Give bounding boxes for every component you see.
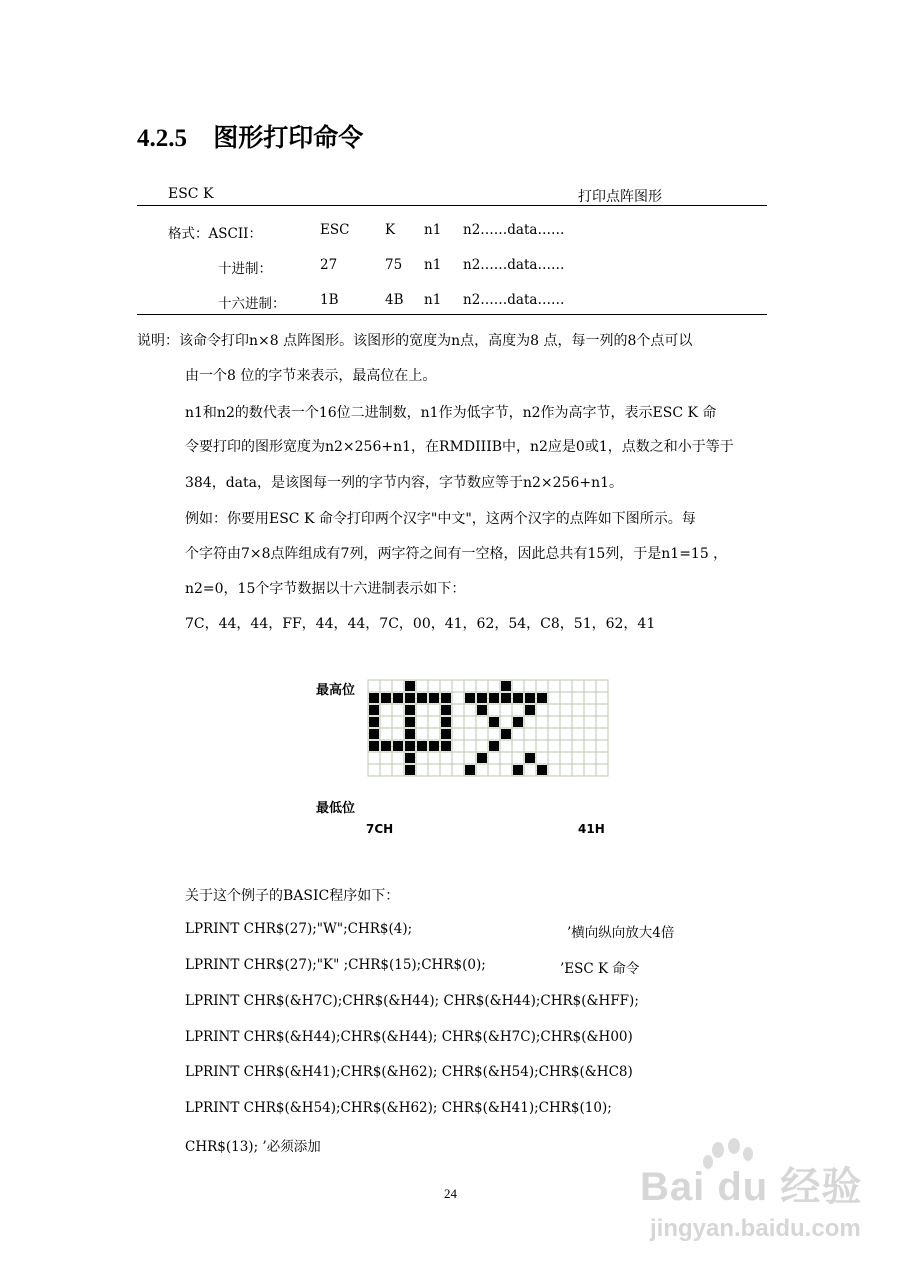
grid-cell xyxy=(464,740,476,752)
grid-cell xyxy=(500,752,512,764)
dot-on xyxy=(525,753,535,763)
dot-on xyxy=(429,693,439,703)
dot-on xyxy=(537,693,547,703)
grid-cell xyxy=(536,728,548,740)
grid-cell xyxy=(500,704,512,716)
grid-cell xyxy=(572,752,584,764)
grid-cell xyxy=(512,728,524,740)
grid-cell xyxy=(416,752,428,764)
grid-cell xyxy=(572,716,584,728)
format-cell: ESC xyxy=(320,222,350,238)
grid-cell xyxy=(584,692,596,704)
basic-comment: ’横向纵向放大4倍 xyxy=(567,925,675,941)
basic-code-line: CHR$(13); ’必须添加 xyxy=(185,1139,321,1155)
basic-code-line: LPRINT CHR$(27);"W";CHR$(4); xyxy=(185,921,413,937)
grid-cell xyxy=(368,764,380,776)
grid-cell xyxy=(572,680,584,692)
grid-cell xyxy=(452,740,464,752)
grid-cell xyxy=(524,764,536,776)
grid-cell xyxy=(440,680,452,692)
grid-cell xyxy=(452,716,464,728)
grid-cell xyxy=(560,716,572,728)
format-cell: n1 xyxy=(424,292,442,308)
basic-code-line: LPRINT CHR$(&H44);CHR$(&H44); CHR$(&H7C);CHR$(&H00) xyxy=(185,1029,633,1045)
description-line: 384，data，是该图每一列的字节内容，字节数应等于n2×256+n1。 xyxy=(185,475,624,491)
dot-on xyxy=(513,693,523,703)
grid-cell xyxy=(488,764,500,776)
grid-cell xyxy=(536,716,548,728)
grid-cell xyxy=(548,716,560,728)
grid-cell xyxy=(572,740,584,752)
grid-cell xyxy=(452,764,464,776)
grid-cell xyxy=(392,728,404,740)
description-line: 个字符由7×8点阵组成有7列，两字符之间有一空格，因此总共有15列，于是n1=15 ， xyxy=(185,546,728,562)
label-lsb: 最低位 xyxy=(316,801,356,816)
grid-cell xyxy=(392,704,404,716)
format-label: 格式：ASCII： xyxy=(168,226,262,242)
grid-cell xyxy=(548,752,560,764)
grid-cell xyxy=(584,704,596,716)
grid-cell xyxy=(428,728,440,740)
grid-cell xyxy=(380,704,392,716)
format-cell: n2……data…… xyxy=(463,292,565,308)
grid-cell xyxy=(560,692,572,704)
grid-cell xyxy=(464,680,476,692)
dot-matrix-figure xyxy=(300,670,620,840)
grid-cell xyxy=(500,716,512,728)
label-first-column: 7CH xyxy=(366,822,394,836)
dot-on xyxy=(525,693,535,703)
grid-cell xyxy=(560,704,572,716)
section-title: 图形打印命令 xyxy=(213,125,364,152)
dot-on xyxy=(441,717,451,727)
dot-on xyxy=(405,741,415,751)
command-description: 打印点阵图形 xyxy=(578,189,662,205)
dot-on xyxy=(417,741,427,751)
dot-on xyxy=(369,729,379,739)
label-last-column: 41H xyxy=(578,822,605,836)
dot-on xyxy=(477,705,487,715)
page-number: 24 xyxy=(444,1186,457,1201)
dot-on xyxy=(513,717,523,727)
grid-cell xyxy=(392,680,404,692)
dot-on xyxy=(489,741,499,751)
format-cell: 1B xyxy=(320,292,339,308)
grid-cell xyxy=(560,728,572,740)
basic-code-line: LPRINT CHR$(&H41);CHR$(&H62); CHR$(&H54);CHR$(&HC8) xyxy=(185,1064,633,1080)
format-cell: n2……data…… xyxy=(463,222,565,238)
grid-cell xyxy=(476,716,488,728)
watermark-logo: Bai du 经验 xyxy=(640,1165,863,1209)
description-line: 令要打印的图形宽度为n2×256+n1，在RMDIIIB中，n2应是0或1，点数之和小于等于 xyxy=(185,439,734,455)
dot-on xyxy=(441,705,451,715)
section-number: 4.2.5 xyxy=(137,125,187,152)
grid-cell xyxy=(572,728,584,740)
grid-cell xyxy=(536,680,548,692)
dot-on xyxy=(405,729,415,739)
label-msb: 最高位 xyxy=(316,683,356,698)
grid-cell xyxy=(536,752,548,764)
basic-code-line: LPRINT CHR$(&H7C);CHR$(&H44); CHR$(&H44);CHR$(&HFF); xyxy=(185,993,639,1009)
grid-cell xyxy=(596,764,608,776)
format-cell: 27 xyxy=(320,257,338,273)
description-line: n2=0，15个字节数据以十六进制表示如下： xyxy=(185,581,466,597)
grid-cell xyxy=(428,752,440,764)
table-bottom-rule xyxy=(137,314,767,315)
grid-cell xyxy=(488,752,500,764)
dot-on xyxy=(513,765,523,775)
grid-cell xyxy=(416,716,428,728)
format-label: 十进制： xyxy=(218,261,272,277)
grid-cell xyxy=(548,740,560,752)
grid-cell xyxy=(392,764,404,776)
dot-on xyxy=(441,741,451,751)
grid-cell xyxy=(380,680,392,692)
grid-cell xyxy=(368,680,380,692)
basic-intro: 关于这个例子的BASIC程序如下： xyxy=(185,888,400,904)
grid-cell xyxy=(560,740,572,752)
grid-cell xyxy=(584,752,596,764)
dot-on xyxy=(501,729,511,739)
dot-on xyxy=(501,693,511,703)
dot-on xyxy=(405,765,415,775)
dot-on xyxy=(525,705,535,715)
grid-cell xyxy=(584,680,596,692)
grid-cell xyxy=(416,764,428,776)
dot-on xyxy=(369,717,379,727)
dot-on xyxy=(417,693,427,703)
grid-cell xyxy=(476,740,488,752)
grid-cell xyxy=(392,716,404,728)
grid-cell xyxy=(512,740,524,752)
dot-on xyxy=(405,717,415,727)
dot-on xyxy=(477,753,487,763)
grid-cell xyxy=(464,728,476,740)
dot-on xyxy=(501,681,511,691)
format-cell: 4B xyxy=(385,292,404,308)
grid-cell xyxy=(416,728,428,740)
grid-cell xyxy=(476,764,488,776)
grid-cell xyxy=(524,680,536,692)
grid-cell xyxy=(596,692,608,704)
basic-code-line: LPRINT CHR$(27);"K" ;CHR$(15);CHR$(0); xyxy=(185,957,486,973)
grid-cell xyxy=(380,716,392,728)
grid-cell xyxy=(548,692,560,704)
format-cell: n1 xyxy=(424,257,442,273)
grid-cell xyxy=(416,704,428,716)
format-label: 十六进制： xyxy=(218,296,286,312)
grid-cell xyxy=(596,680,608,692)
grid-cell xyxy=(596,716,608,728)
grid-cell xyxy=(500,740,512,752)
description-line: 例如：你要用ESC K 命令打印两个汉字"中文"，这两个汉字的点阵如下图所示。每 xyxy=(185,511,696,527)
dot-on xyxy=(441,729,451,739)
dot-on xyxy=(393,693,403,703)
basic-code-line: LPRINT CHR$(&H54);CHR$(&H62); CHR$(&H41);CHR$(10); xyxy=(185,1100,612,1116)
grid-cell xyxy=(524,716,536,728)
dot-on xyxy=(405,753,415,763)
dot-on xyxy=(381,693,391,703)
grid-cell xyxy=(512,704,524,716)
grid-cell xyxy=(488,680,500,692)
dot-on xyxy=(405,693,415,703)
dot-on xyxy=(429,741,439,751)
dot-on xyxy=(405,681,415,691)
dot-on xyxy=(489,693,499,703)
grid-cell xyxy=(452,728,464,740)
grid-cell xyxy=(440,752,452,764)
description-line: n1和n2的数代表一个16位二进制数，n1作为低字节，n2作为高字节，表示ESC K 命 xyxy=(185,405,717,421)
dot-on xyxy=(369,705,379,715)
grid-cell xyxy=(452,692,464,704)
dot-on xyxy=(537,765,547,775)
dot-on xyxy=(489,717,499,727)
grid-cell xyxy=(452,680,464,692)
grid-cell xyxy=(512,752,524,764)
hex-values-line: 7C，44，44，FF，44，44，7C，00，41，62，54，C8，51，62，41 xyxy=(185,616,656,632)
table-top-rule xyxy=(137,205,767,206)
grid-cell xyxy=(596,728,608,740)
grid-cell xyxy=(428,764,440,776)
grid-cell xyxy=(572,704,584,716)
dot-on xyxy=(381,741,391,751)
grid-cell xyxy=(524,728,536,740)
grid-cell xyxy=(440,764,452,776)
grid-cell xyxy=(428,704,440,716)
dot-on xyxy=(477,693,487,703)
grid-cell xyxy=(500,764,512,776)
grid-cell xyxy=(428,716,440,728)
description-line: 说明：该命令打印n×8 点阵图形。该图形的宽度为n点，高度为8 点，每一列的8个点可以 xyxy=(137,333,693,349)
format-cell: K xyxy=(385,222,396,238)
dot-on xyxy=(441,693,451,703)
grid-cell xyxy=(464,716,476,728)
dot-on xyxy=(465,765,475,775)
grid-cell xyxy=(596,752,608,764)
grid-cell xyxy=(488,728,500,740)
dot-on xyxy=(369,741,379,751)
format-cell: n2……data…… xyxy=(463,257,565,273)
grid-cell xyxy=(428,680,440,692)
section-heading xyxy=(137,118,363,154)
grid-cell xyxy=(596,704,608,716)
grid-cell xyxy=(584,740,596,752)
grid-cell xyxy=(572,692,584,704)
grid-cell xyxy=(464,704,476,716)
description-line: 由一个8 位的字节来表示，最高位在上。 xyxy=(185,368,437,384)
grid-cell xyxy=(596,740,608,752)
grid-cell xyxy=(572,764,584,776)
dot-on xyxy=(405,705,415,715)
grid-cell xyxy=(380,752,392,764)
grid-cell xyxy=(548,728,560,740)
grid-cell xyxy=(536,740,548,752)
grid-cell xyxy=(464,752,476,764)
grid-cell xyxy=(536,704,548,716)
grid-cell xyxy=(416,680,428,692)
grid-cell xyxy=(524,740,536,752)
grid-cell xyxy=(584,716,596,728)
dot-on xyxy=(465,693,475,703)
grid-cell xyxy=(560,752,572,764)
format-cell: 75 xyxy=(385,257,403,273)
basic-comment: ’ESC K 命令 xyxy=(560,961,640,977)
grid-cell xyxy=(584,764,596,776)
command-name: ESC K xyxy=(168,186,214,202)
dot-on xyxy=(393,741,403,751)
grid-cell xyxy=(380,728,392,740)
grid-cell xyxy=(452,752,464,764)
format-cell: n1 xyxy=(424,222,442,238)
dot-matrix-grid xyxy=(368,680,608,776)
grid-cell xyxy=(548,764,560,776)
grid-cell xyxy=(488,704,500,716)
grid-cell xyxy=(368,752,380,764)
grid-cell xyxy=(392,752,404,764)
grid-cell xyxy=(548,704,560,716)
grid-cell xyxy=(476,728,488,740)
grid-cell xyxy=(476,680,488,692)
grid-cell xyxy=(452,704,464,716)
grid-cell xyxy=(380,764,392,776)
grid-cell xyxy=(512,680,524,692)
grid-cell xyxy=(584,728,596,740)
dot-on xyxy=(369,693,379,703)
watermark-url: jingyan.baidu.com xyxy=(650,1215,861,1242)
grid-cell xyxy=(560,764,572,776)
grid-cell xyxy=(548,680,560,692)
grid-cell xyxy=(560,680,572,692)
